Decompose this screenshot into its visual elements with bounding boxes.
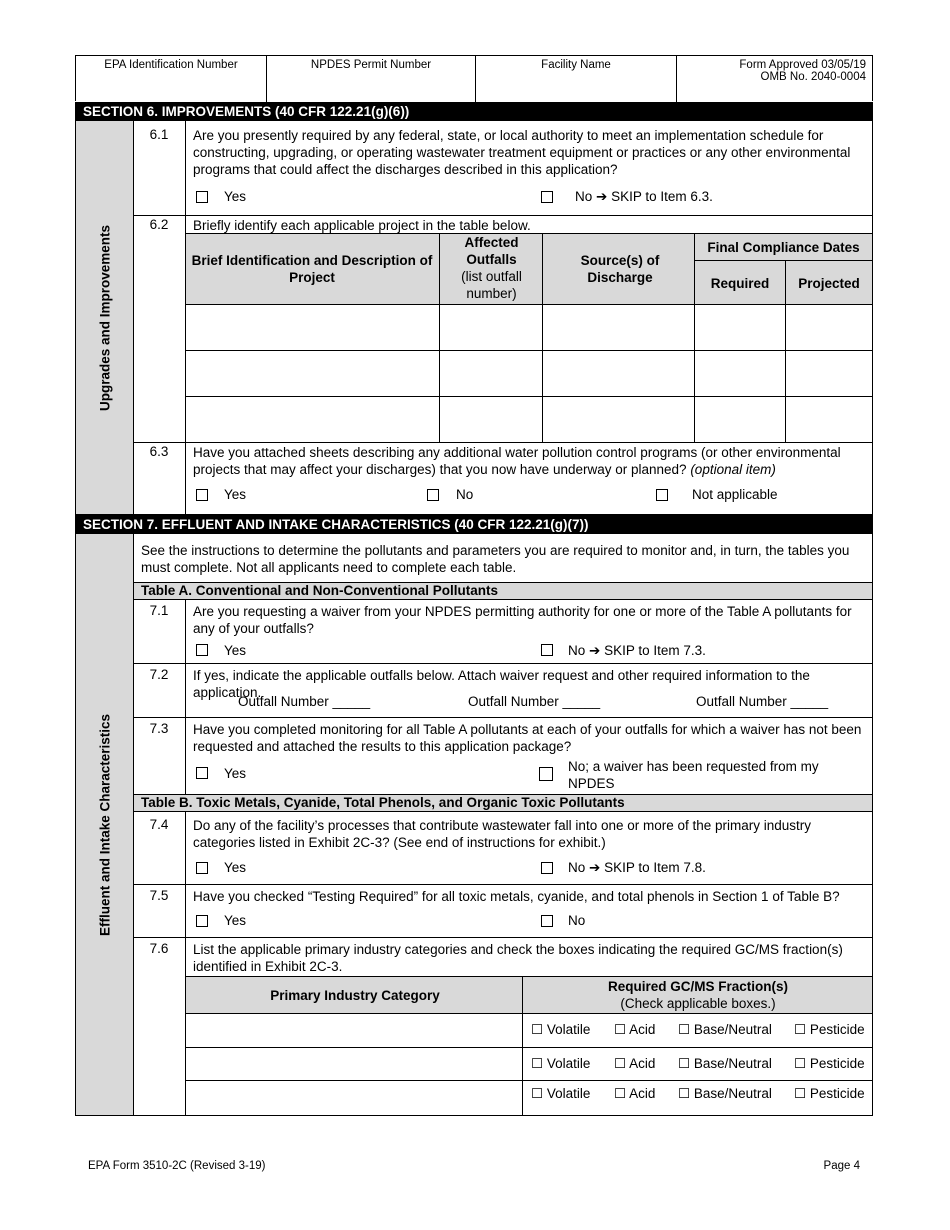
item-7-4-number: 7.4 [149, 817, 169, 832]
item-6-1-question: Are you presently required by any federal, state, or local authority to meet an implementation schedule for constructing, upgrading, or operating wastewater treatment equipment or practices or any other environmental programs that could affect the discharges described in this application? [193, 128, 851, 177]
item-7-5-yes-checkbox[interactable] [196, 915, 208, 927]
item-7-6-question: List the applicable primary industry categories and check the boxes indicating the required GC/MS fraction(s) identified in Exhibit 2C-3. [193, 942, 843, 974]
divider [134, 811, 873, 812]
industry-category-row-1-input[interactable] [186, 1014, 522, 1047]
item-7-1-yes-checkbox[interactable] [196, 644, 208, 656]
item-6-3-yes-checkbox[interactable] [196, 489, 208, 501]
col-industry-category-header: Primary Industry Category [270, 988, 440, 1003]
item-7-3-no-checkbox[interactable] [539, 767, 553, 781]
item-7-3-yes-label: Yes [224, 766, 247, 781]
item-6-3-no-label: No [456, 487, 474, 502]
item-7-1-yes-label: Yes [224, 643, 247, 658]
divider [134, 937, 873, 938]
row-2-volatile-option[interactable]: ☐ Volatile [531, 1056, 591, 1071]
item-6-3-na-checkbox[interactable] [656, 489, 668, 501]
col-gcms-fraction-header [524, 978, 872, 1012]
col-outfalls-header [441, 234, 542, 302]
industry-category-row-2-input[interactable] [186, 1048, 522, 1080]
divider [542, 234, 543, 442]
item-7-3-number: 7.3 [149, 721, 169, 736]
npdes-permit-label: NPDES Permit Number [267, 56, 476, 102]
omb-number: OMB No. 2040-0004 [760, 71, 866, 83]
item-7-6-number: 7.6 [149, 941, 169, 956]
item-6-1-no-checkbox[interactable] [541, 191, 553, 203]
epa-id-label: EPA Identification Number [76, 56, 267, 102]
item-7-4-no-label: No ➔ SKIP to Item 7.8. [568, 860, 706, 875]
col-outfalls-title: Affected Outfalls [464, 235, 519, 267]
form-approved-text: Form Approved 03/05/19 [739, 59, 866, 71]
section-6-sidebar [76, 121, 134, 514]
divider [439, 234, 440, 442]
item-6-1-number: 6.1 [149, 127, 169, 142]
col-final-dates-header: Final Compliance Dates [707, 240, 860, 255]
divider [185, 599, 186, 794]
item-7-1-no-checkbox[interactable] [541, 644, 553, 656]
row-2-pesticide-option[interactable]: ☐ Pesticide [794, 1056, 865, 1071]
divider [694, 260, 873, 261]
form-number: EPA Form 3510-2C (Revised 3-19) [88, 1160, 266, 1172]
item-6-2-question: Briefly identify each applicable project in the table below. [193, 218, 531, 233]
item-7-4-yes-label: Yes [224, 860, 247, 875]
item-7-5-number: 7.5 [149, 888, 169, 903]
industry-category-row-3-input[interactable] [186, 1081, 522, 1115]
outfall-number-3[interactable]: Outfall Number _____ [696, 694, 829, 709]
divider [134, 717, 873, 718]
col-gcms-fraction-title: Required GC/MS Fraction(s) [607, 979, 788, 994]
item-6-1-no-label: No ➔ SKIP to Item 6.3. [575, 189, 713, 204]
row-1-pesticide-option[interactable]: ☐ Pesticide [794, 1022, 865, 1037]
row-3-volatile-option[interactable]: ☐ Volatile [531, 1086, 591, 1101]
col-outfalls-subtitle: (list outfall number) [461, 269, 522, 301]
section-7-intro: See the instructions to determine the pollutants and parameters you are required to monitor and, in turn, the tables you must complete. Not all applicants need to complete each table. [141, 543, 850, 575]
page-number: Page 4 [823, 1160, 860, 1172]
item-6-3-question [193, 444, 865, 478]
project-row-2-input[interactable] [186, 351, 439, 396]
divider [522, 977, 523, 1115]
section-7-sidebar-label: Effluent and Intake Characteristics [97, 713, 112, 936]
row-1-base-neutral-option[interactable]: ☐ Base/Neutral [678, 1022, 772, 1037]
outfall-number-1[interactable]: Outfall Number _____ [238, 694, 371, 709]
row-1-acid-option[interactable]: ☐ Acid [614, 1022, 656, 1037]
item-7-2-number: 7.2 [149, 667, 169, 682]
col-required-header: Required [710, 276, 770, 291]
col-gcms-fraction-subtitle: (Check applicable boxes.) [620, 996, 776, 1011]
divider [134, 663, 873, 664]
item-7-3-yes-checkbox[interactable] [196, 767, 208, 779]
item-7-1-question: Are you requesting a waiver from your NPDES permitting authority for one or more of the Table A pollutants for any of your outfalls? [193, 604, 852, 636]
outfall-number-2[interactable]: Outfall Number _____ [468, 694, 601, 709]
item-7-5-yes-label: Yes [224, 913, 247, 928]
row-3-pesticide-option[interactable]: ☐ Pesticide [794, 1086, 865, 1101]
divider [134, 599, 873, 600]
section-6-sidebar-label: Upgrades and Improvements [97, 224, 112, 411]
table-b-heading: Table B. Toxic Metals, Cyanide, Total Phenols, and Organic Toxic Pollutants [134, 795, 872, 811]
item-6-3-number: 6.3 [149, 444, 169, 459]
table-a-heading: Table A. Conventional and Non-Conventional Pollutants [134, 583, 872, 599]
item-6-1-yes-label: Yes [224, 189, 247, 204]
item-7-4-yes-checkbox[interactable] [196, 862, 208, 874]
section-7-sidebar [76, 534, 134, 1115]
row-3-base-neutral-option[interactable]: ☐ Base/Neutral [678, 1086, 772, 1101]
item-7-2-question: If yes, indicate the applicable outfalls below. Attach waiver request and other required information to the application. [193, 668, 810, 700]
col-projected-header: Projected [798, 276, 860, 291]
item-7-4-no-checkbox[interactable] [541, 862, 553, 874]
item-6-2-number: 6.2 [149, 217, 169, 232]
item-7-5-no-checkbox[interactable] [541, 915, 553, 927]
item-7-4-question: Do any of the facility’s processes that contribute wastewater fall into one or more of the primary industry categories listed in Exhibit 2C-3? (See end of instructions for exhibit.) [193, 818, 812, 850]
section-6-title: SECTION 6. IMPROVEMENTS (40 CFR 122.21(g)(6)) [75, 102, 873, 121]
item-7-3-question: Have you completed monitoring for all Table A pollutants at each of your outfalls for which a waiver has not been requested and attached the results to this application package? [193, 722, 862, 754]
item-6-1-yes-checkbox[interactable] [196, 191, 208, 203]
divider [694, 234, 695, 442]
item-6-3-na-label: Not applicable [692, 487, 778, 502]
divider [134, 884, 873, 885]
item-7-1-number: 7.1 [149, 603, 169, 618]
col-project-header: Brief Identification and Description of Project [191, 253, 433, 285]
project-row-1-input[interactable] [186, 305, 439, 350]
facility-name-label: Facility Name [476, 56, 677, 102]
divider [134, 442, 873, 443]
item-7-3-no-line-1: No; a waiver has been requested from my NPDES [568, 759, 819, 791]
item-6-3-yes-label: Yes [224, 487, 247, 502]
item-7-5-question: Have you checked “Testing Required” for all toxic metals, cyanide, and total phenols in Section 1 of Table B? [193, 889, 840, 904]
row-3-acid-option[interactable]: ☐ Acid [614, 1086, 656, 1101]
row-1-volatile-option[interactable]: ☐ Volatile [531, 1022, 591, 1037]
row-2-acid-option[interactable]: ☐ Acid [614, 1056, 656, 1071]
item-7-1-no-label: No ➔ SKIP to Item 7.3. [568, 643, 706, 658]
item-6-3-text: Have you attached sheets describing any additional water pollution control programs (or other environmental projects that may affect your discharges) that you now have underway or planned? [193, 445, 841, 477]
item-6-3-optional: (optional item) [690, 462, 776, 477]
col-source-header: Source(s) of Discharge [580, 253, 660, 285]
divider [785, 261, 786, 442]
row-2-base-neutral-option[interactable]: ☐ Base/Neutral [678, 1056, 772, 1071]
item-6-3-no-checkbox[interactable] [427, 489, 439, 501]
form-header [75, 55, 873, 101]
item-7-5-no-label: No [568, 913, 586, 928]
divider [134, 215, 873, 216]
form-approval [677, 56, 873, 102]
project-row-3-input[interactable] [186, 397, 439, 442]
section-7-title: SECTION 7. EFFLUENT AND INTAKE CHARACTERISTICS (40 CFR 122.21(g)(7)) [75, 515, 873, 534]
